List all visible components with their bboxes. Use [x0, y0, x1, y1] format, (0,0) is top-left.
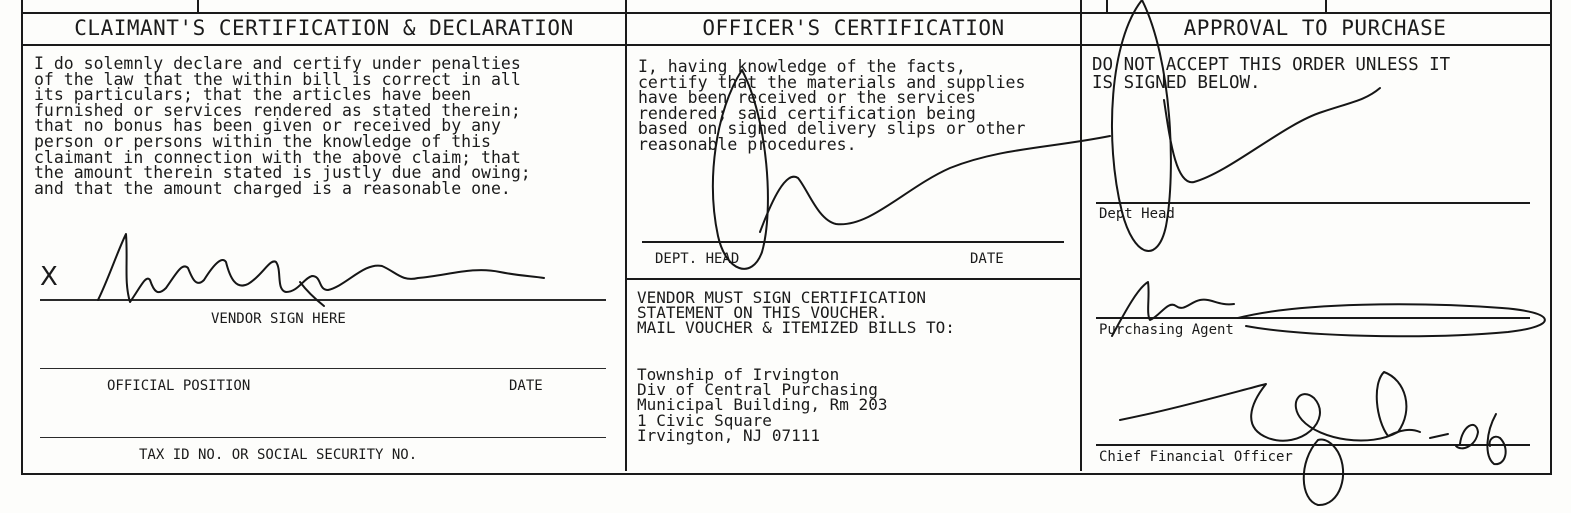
heading-row-rule [21, 44, 1550, 46]
claimant-certification-heading: CLAIMANT'S CERTIFICATION & DECLARATION [74, 16, 574, 40]
claimant-date-label: DATE [509, 378, 543, 394]
cfo-label: Chief Financial Officer [1099, 449, 1293, 465]
approval-dept-head-line[interactable] [1096, 202, 1530, 204]
vendor-signature-line[interactable] [40, 299, 606, 301]
top-cell-divider-c [1325, 0, 1327, 12]
top-cell-divider-a [197, 0, 199, 12]
approval-to-purchase-heading: APPROVAL TO PURCHASE [1183, 16, 1447, 40]
officer-certification-heading: OFFICER'S CERTIFICATION [702, 16, 1005, 40]
header-bottom-rule [21, 12, 1550, 14]
officer-date-label: DATE [970, 251, 1004, 267]
tax-id-line[interactable] [40, 437, 606, 438]
column-divider-1 [625, 0, 627, 471]
mailing-address: Township of Irvington Div of Central Purchasing Municipal Building, Rm 203 1 Civic Square Irvington, NJ 07111 [637, 365, 888, 445]
vendor-mail-instructions: VENDOR MUST SIGN CERTIFICATION STATEMENT ON THIS VOUCHER. MAIL VOUCHER & ITEMIZED BILLS TO: [637, 288, 955, 338]
purchasing-agent-line[interactable] [1096, 317, 1530, 319]
officer-section-rule [627, 278, 1080, 280]
claimant-declaration-text: I do solemnly declare and certify under penalties of the law that the within bill is correct in all its particulars; that the articles have been furnished or services rendered as stated therein; that no bonus has been given or received by any person or persons within the knowledge of this claimant in connection with the above claim; that the amount therein stated is justly due and owing; and that the amount charged is a reasonable one. [34, 54, 531, 198]
officer-signature-line[interactable] [642, 241, 1064, 243]
approval-notice-text: DO NOT ACCEPT THIS ORDER UNLESS IT IS SIGNED BELOW. [1092, 55, 1451, 93]
officer-certification-text: I, having knowledge of the facts, certify that the materials and supplies have been received or the services rendered; said certification being based on signed delivery slips or other reasonable procedures. [638, 57, 1026, 154]
officer-dept-head-label: DEPT. HEAD [655, 251, 740, 267]
approval-dept-head-label: Dept Head [1099, 206, 1175, 222]
column-divider-2 [1080, 0, 1082, 471]
top-cell-divider-b [1106, 0, 1108, 12]
official-position-line[interactable] [40, 368, 606, 369]
vendor-sign-here-label: VENDOR SIGN HERE [211, 311, 346, 327]
sign-here-mark: X [40, 262, 58, 292]
official-position-label: OFFICIAL POSITION [107, 378, 251, 394]
cfo-signature-line[interactable] [1096, 444, 1530, 446]
tax-id-label: TAX ID NO. OR SOCIAL SECURITY NO. [139, 447, 418, 463]
purchasing-agent-label: Purchasing Agent [1099, 322, 1234, 338]
